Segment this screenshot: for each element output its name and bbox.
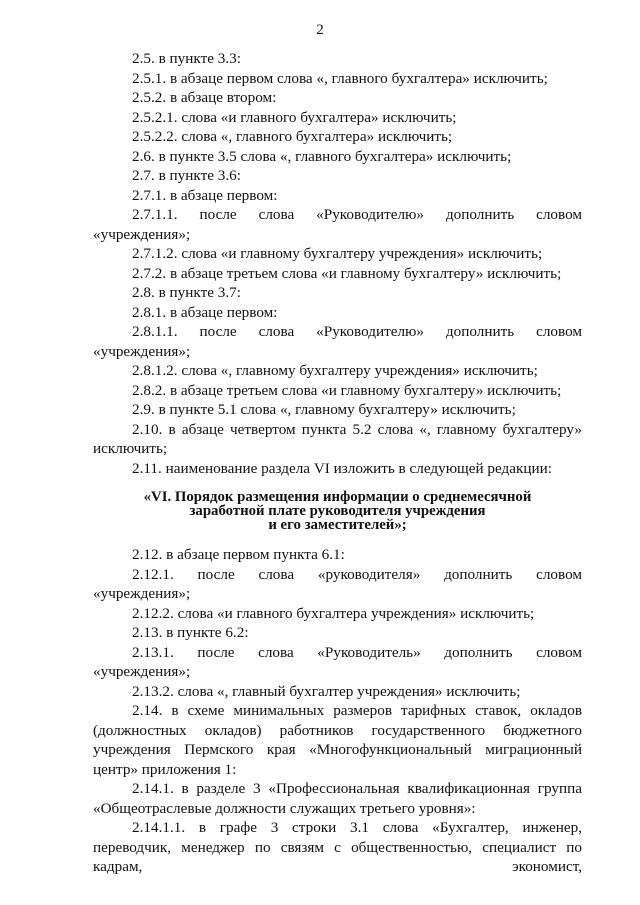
amendment-paragraph: 2.13.1. после слова «Руководитель» дополнить словом «учреждения»; (93, 643, 582, 680)
amendment-paragraph: 2.14.1. в разделе 3 «Профессиональная квалификационная группа «Общеотраслевые должности служащих третьего уровня»: (93, 780, 582, 817)
amendment-paragraph: 2.5.2.2. слова «, главного бухгалтера» исключить; (132, 128, 453, 145)
amendment-paragraph: 2.13. в пункте 6.2: (132, 624, 249, 641)
section-title-line: «VI. Порядок размещения информации о среднемесячной (143, 489, 532, 505)
amendment-paragraph: 2.14.1.1. в графе 3 строки 3.1 слова «Бухгалтер, инженер, переводчик, менеджер по связям с общественностью, специалист по кадрам, экономист, (93, 819, 582, 875)
amendment-paragraph: 2.8.2. в абзаце третьем слова «и главному бухгалтеру» исключить; (132, 381, 562, 399)
amendment-paragraph: 2.8.1.1. после слова «Руководителю» дополнить словом «учреждения»; (93, 323, 582, 360)
amendment-paragraph: 2.14. в схеме минимальных размеров тарифных ставок, окладов (должностных окладов) работников государственного бюджетного учреждения Пермского края «Многофункциональный миграционный центр» приложения 1: (93, 702, 582, 778)
amendment-paragraph: 2.12.2. слова «и главного бухгалтера учреждения» исключить; (132, 604, 535, 622)
amendment-paragraph: 2.5.1. в абзаце первом слова «, главного бухгалтера» исключить; (132, 69, 548, 87)
amendment-paragraph: 2.9. в пункте 5.1 слова «, главному бухгалтеру» исключить; (132, 401, 516, 418)
amendments-list-before (93, 49, 582, 478)
amendment-paragraph: 2.7.1.1. после слова «Руководителю» дополнить словом «учреждения»; (93, 206, 582, 243)
amendment-paragraph: 2.8.1. в абзаце первом: (132, 303, 278, 321)
amendment-paragraph: 2.13.2. слова «, главный бухгалтер учреждения» исключить; (132, 682, 521, 700)
amendment-paragraph: 2.11. наименование раздела VI изложить в следующей редакции: (132, 459, 552, 477)
amendment-paragraph: 2.5. в пункте 3.3: (132, 50, 241, 67)
amendment-paragraph: 2.8.1.2. слова «, главному бухгалтеру учреждения» исключить; (132, 362, 538, 379)
amendment-paragraph: 2.10. в абзаце четвертом пункта 5.2 слова «, главному бухгалтеру» исключить; (93, 420, 582, 457)
amendments-list-after (93, 545, 582, 877)
document-body (93, 49, 582, 877)
amendment-paragraph: 2.6. в пункте 3.5 слова «, главного бухгалтера» исключить; (132, 147, 512, 165)
section-title (93, 490, 582, 532)
amendment-paragraph: 2.8. в пункте 3.7: (132, 284, 241, 301)
section-title-line: и его заместителей»; (268, 517, 407, 533)
amendment-paragraph: 2.7. в пункте 3.6: (132, 167, 241, 184)
amendment-paragraph: 2.7.2. в абзаце третьем слова «и главному бухгалтеру» исключить; (132, 264, 562, 282)
amendment-paragraph: 2.5.2. в абзаце втором: (132, 89, 277, 106)
amendment-paragraph: 2.12. в абзаце первом пункта 6.1: (132, 546, 345, 563)
amendment-paragraph: 2.5.2.1. слова «и главного бухгалтера» исключить; (132, 108, 457, 126)
amendment-paragraph: 2.12.1. после слова «руководителя» дополнить словом «учреждения»; (93, 565, 582, 602)
section-title-line: заработной плате руководителя учреждения (189, 503, 486, 519)
amendment-paragraph: 2.7.1.2. слова «и главному бухгалтеру учреждения» исключить; (132, 245, 543, 262)
amendment-paragraph: 2.7.1. в абзаце первом: (132, 186, 278, 204)
page-number: 2 (316, 22, 324, 38)
